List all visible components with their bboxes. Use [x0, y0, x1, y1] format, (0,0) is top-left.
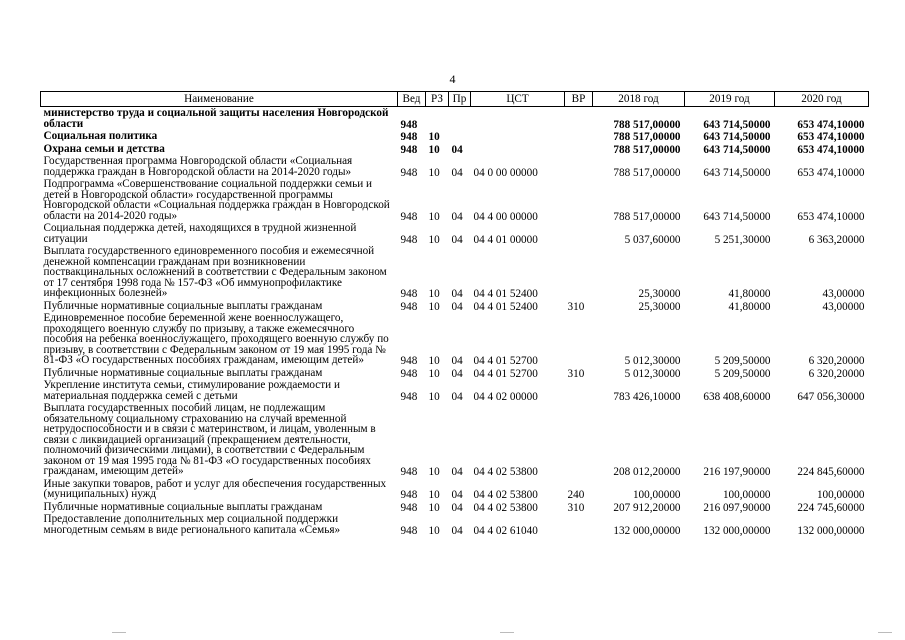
table-row — [41, 513, 869, 536]
cell-ved: 948 — [400, 367, 418, 380]
cell-pr: 04 — [451, 143, 463, 156]
table-row — [41, 130, 869, 143]
cell-name: Подпрограмма «Совершенствование социальной поддержки семьи и детей в Новгородской области» государственной программы Новгородской области «Социальная поддержка граждан в Новгородской области на 2014-2020 годы» — [43, 178, 390, 222]
cell-vr: 310 — [567, 300, 585, 313]
cell-2019: 41,80000 — [728, 288, 771, 300]
cell-2019: 5 251,30000 — [714, 233, 771, 246]
cell-cst: 04 4 01 52700 — [473, 367, 538, 380]
cell-ved: 948 — [400, 466, 418, 478]
cell-pr: 04 — [451, 233, 463, 246]
column-header-2019: 2019 год — [685, 92, 775, 107]
scan-mark — [500, 632, 514, 633]
cell-2018: 788 517,00000 — [613, 131, 681, 143]
cell-2019: 5 209,50000 — [714, 367, 771, 380]
table-row — [41, 367, 869, 380]
cell-2020: 653 474,10000 — [797, 143, 865, 156]
cell-2020: 653 474,10000 — [775, 107, 869, 131]
cell-cst: 04 4 01 52700 — [473, 355, 538, 367]
table-row — [41, 312, 869, 367]
cell-vr — [565, 130, 593, 143]
cell-name: Выплата государственных пособий лицам, не подлежащим обязательному социальному страхованию на случай временной нетрудоспособности и в связи с материнством, и лицам, уволенным в связи с ликвидацией организаций (прекращением деятельности, полномочий физическими лицами), в соответствии с Федеральным законом от 19 мая 1995 года № 81-ФЗ «О государственных пособиях гражданам, имеющим детей» — [43, 402, 376, 477]
cell-2018: 25,30000 — [638, 288, 681, 300]
cell-2020: 653 474,10000 — [797, 131, 865, 143]
cell-ved: 948 — [400, 501, 418, 514]
cell-ved: 948 — [400, 210, 418, 223]
cell-ved: 948 — [400, 143, 418, 156]
cell-2018: 783 426,10000 — [613, 390, 681, 403]
cell-vr — [565, 513, 593, 536]
cell-ved: 948 — [400, 233, 418, 246]
cell-name: Охрана семьи и детства — [43, 142, 165, 155]
cell-rz: 10 — [428, 501, 440, 514]
cell-cst: 04 4 01 00000 — [473, 233, 538, 246]
cell-rz: 10 — [428, 143, 440, 156]
cell-2018: 132 000,00000 — [613, 524, 681, 537]
cell-name: Единовременное пособие беременной жене военнослужащего, проходящего военную службу по призыву, а также ежемесячного пособия на ребенка военнослужащего, проходящего военную службу по призыву, в соответствии с Федеральным законом от 19 мая 1995 года № 81-ФЗ «О государственных пособиях гражданам, имеющим детей» — [43, 312, 389, 366]
cell-ved: 948 — [400, 131, 418, 143]
cell-cst — [471, 143, 565, 156]
cell-2019: 643 714,50000 — [703, 143, 771, 156]
cell-name: Социальная поддержка детей, находящихся в трудной жизненной ситуации — [43, 222, 357, 245]
cell-ved: 948 — [400, 300, 418, 313]
page-number: 4 — [449, 72, 456, 86]
scan-mark — [878, 632, 892, 633]
cell-vr: 240 — [567, 489, 585, 501]
cell-2018: 788 517,00000 — [593, 107, 685, 131]
cell-vr — [565, 143, 593, 156]
cell-cst — [471, 107, 565, 131]
cell-cst: 04 0 00 00000 — [473, 166, 538, 179]
cell-rz: 10 — [428, 300, 440, 313]
table-row — [41, 300, 869, 313]
cell-pr — [449, 130, 471, 143]
cell-rz: 10 — [428, 233, 440, 246]
cell-cst: 04 4 02 00000 — [473, 390, 538, 403]
cell-2019: 41,80000 — [728, 300, 771, 313]
cell-2020: 43,00000 — [822, 300, 865, 313]
cell-rz: 10 — [428, 166, 440, 179]
table-row — [41, 222, 869, 245]
table-row — [41, 501, 869, 514]
cell-pr: 04 — [451, 489, 463, 501]
cell-2020: 132 000,00000 — [797, 524, 865, 537]
cell-2018: 788 517,00000 — [613, 210, 681, 223]
table-header-row — [41, 92, 869, 107]
cell-2018: 208 012,20000 — [613, 466, 681, 478]
cell-vr — [565, 155, 593, 178]
column-header-rz: РЗ — [426, 92, 449, 107]
cell-ved: 948 — [398, 107, 426, 131]
cell-ved: 948 — [400, 166, 418, 179]
cell-2019: 132 000,00000 — [703, 524, 771, 537]
column-header-vr: ВР — [565, 92, 593, 107]
cell-pr: 04 — [451, 466, 463, 478]
cell-cst: 04 4 01 52400 — [473, 300, 538, 313]
cell-cst: 04 4 02 53800 — [473, 466, 538, 478]
cell-pr: 04 — [451, 390, 463, 403]
cell-2019: 643 714,50000 — [703, 166, 771, 179]
cell-cst: 04 4 01 52400 — [473, 288, 538, 300]
cell-vr: 310 — [567, 367, 585, 380]
cell-2019: 643 714,50000 — [703, 210, 771, 223]
table-row — [41, 245, 869, 300]
column-header-name: Наименование — [41, 92, 398, 107]
table-row — [41, 178, 869, 222]
cell-rz: 10 — [428, 466, 440, 478]
cell-name: Государственная программа Новгородской области «Социальная поддержка граждан в Новгородской области на 2014-2020 годы» — [43, 155, 353, 178]
cell-rz: 10 — [428, 524, 440, 537]
cell-2018: 207 912,20000 — [613, 501, 681, 514]
cell-name: Публичные нормативные социальные выплаты гражданам — [43, 299, 323, 312]
cell-pr: 04 — [451, 300, 463, 313]
cell-name: Социальная политика — [43, 130, 158, 142]
cell-vr — [565, 178, 593, 222]
cell-vr — [565, 107, 593, 131]
table-row — [41, 478, 869, 501]
cell-ved: 948 — [400, 390, 418, 403]
cell-ved: 948 — [400, 288, 418, 300]
table-row — [41, 379, 869, 402]
cell-2019: 638 408,60000 — [703, 390, 771, 403]
cell-2019: 216 197,90000 — [703, 466, 771, 478]
cell-pr: 04 — [451, 524, 463, 537]
cell-2019: 5 209,50000 — [714, 355, 771, 367]
budget-table — [40, 91, 869, 536]
cell-2018: 5 012,30000 — [624, 355, 681, 367]
cell-rz: 10 — [428, 210, 440, 223]
cell-ved: 948 — [400, 524, 418, 537]
cell-2019: 216 097,90000 — [703, 501, 771, 514]
cell-2019: 643 714,50000 — [685, 107, 775, 131]
cell-2020: 6 320,20000 — [808, 355, 865, 367]
column-header-pr: Пр — [449, 92, 471, 107]
cell-cst — [471, 130, 565, 143]
cell-2018: 788 517,00000 — [613, 143, 681, 156]
cell-name: министерство труда и социальной защиты населения Новгородской области — [41, 107, 398, 131]
cell-vr — [565, 245, 593, 300]
cell-ved: 948 — [400, 489, 418, 501]
cell-vr: 310 — [567, 501, 585, 514]
cell-name: Иные закупки товаров, работ и услуг для обеспечения государственных (муниципальных) нужд — [43, 477, 387, 500]
scan-mark — [112, 632, 126, 633]
cell-cst: 04 4 02 53800 — [473, 501, 538, 514]
page-bottom-marks — [0, 632, 905, 636]
cell-2020: 43,00000 — [822, 288, 865, 300]
cell-rz — [426, 107, 449, 131]
cell-cst: 04 4 02 53800 — [473, 489, 538, 501]
cell-2020: 224 745,60000 — [797, 501, 865, 514]
cell-name: Публичные нормативные социальные выплаты гражданам — [43, 500, 323, 513]
cell-vr — [565, 379, 593, 402]
cell-2018: 25,30000 — [638, 300, 681, 313]
column-header-cst: ЦСТ — [471, 92, 565, 107]
table-row — [41, 143, 869, 156]
table-row — [41, 402, 869, 478]
cell-2018: 5 012,30000 — [624, 367, 681, 380]
cell-pr: 04 — [451, 288, 463, 300]
cell-2020: 224 845,60000 — [797, 466, 865, 478]
cell-pr — [449, 107, 471, 131]
cell-pr: 04 — [451, 166, 463, 179]
cell-2018: 5 037,60000 — [624, 233, 681, 246]
cell-vr — [565, 402, 593, 478]
cell-name: Выплата государственного единовременного пособия и ежемесячной денежной компенсации гражданам при возникновении поствакцинальных осложнений в соответствии с Федеральным законом от 17 сентября 1998 года № 157-ФЗ «Об иммунопрофилактике инфекционных болезней» — [43, 245, 387, 299]
cell-2019: 643 714,50000 — [703, 131, 771, 143]
cell-pr: 04 — [451, 355, 463, 367]
table-row — [41, 107, 869, 131]
cell-pr: 04 — [451, 501, 463, 514]
cell-vr — [565, 222, 593, 245]
cell-pr: 04 — [451, 210, 463, 223]
cell-2020: 647 056,30000 — [797, 390, 865, 403]
cell-rz: 10 — [428, 288, 440, 300]
cell-ved: 948 — [400, 355, 418, 367]
cell-rz: 10 — [428, 367, 440, 380]
table-body — [41, 107, 869, 537]
cell-cst: 04 4 02 61040 — [473, 524, 538, 537]
column-header-ved: Вед — [398, 92, 426, 107]
cell-2018: 100,00000 — [632, 489, 681, 501]
cell-name: Публичные нормативные социальные выплаты гражданам — [43, 366, 323, 379]
cell-rz: 10 — [428, 390, 440, 403]
cell-rz: 10 — [428, 355, 440, 367]
cell-rz: 10 — [428, 489, 440, 501]
cell-rz: 10 — [428, 131, 440, 143]
cell-2020: 6 363,20000 — [808, 233, 865, 246]
cell-2019: 100,00000 — [722, 489, 771, 501]
table-row — [41, 155, 869, 178]
column-header-2020: 2020 год — [775, 92, 869, 107]
column-header-2018: 2018 год — [593, 92, 685, 107]
cell-cst: 04 4 00 00000 — [473, 210, 538, 223]
cell-vr — [565, 312, 593, 367]
cell-name: Укрепление института семьи, стимулирование рождаемости и материальная поддержка семей с детьми — [43, 379, 340, 402]
cell-2020: 6 320,20000 — [808, 367, 865, 380]
cell-2018: 788 517,00000 — [613, 166, 681, 179]
cell-pr: 04 — [451, 367, 463, 380]
cell-2020: 100,00000 — [816, 489, 865, 501]
cell-name: Предоставление дополнительных мер социальной поддержки многодетным семьям в виде регионального капитала «Семья» — [43, 513, 341, 536]
cell-2020: 653 474,10000 — [797, 166, 865, 179]
cell-2020: 653 474,10000 — [797, 210, 865, 223]
